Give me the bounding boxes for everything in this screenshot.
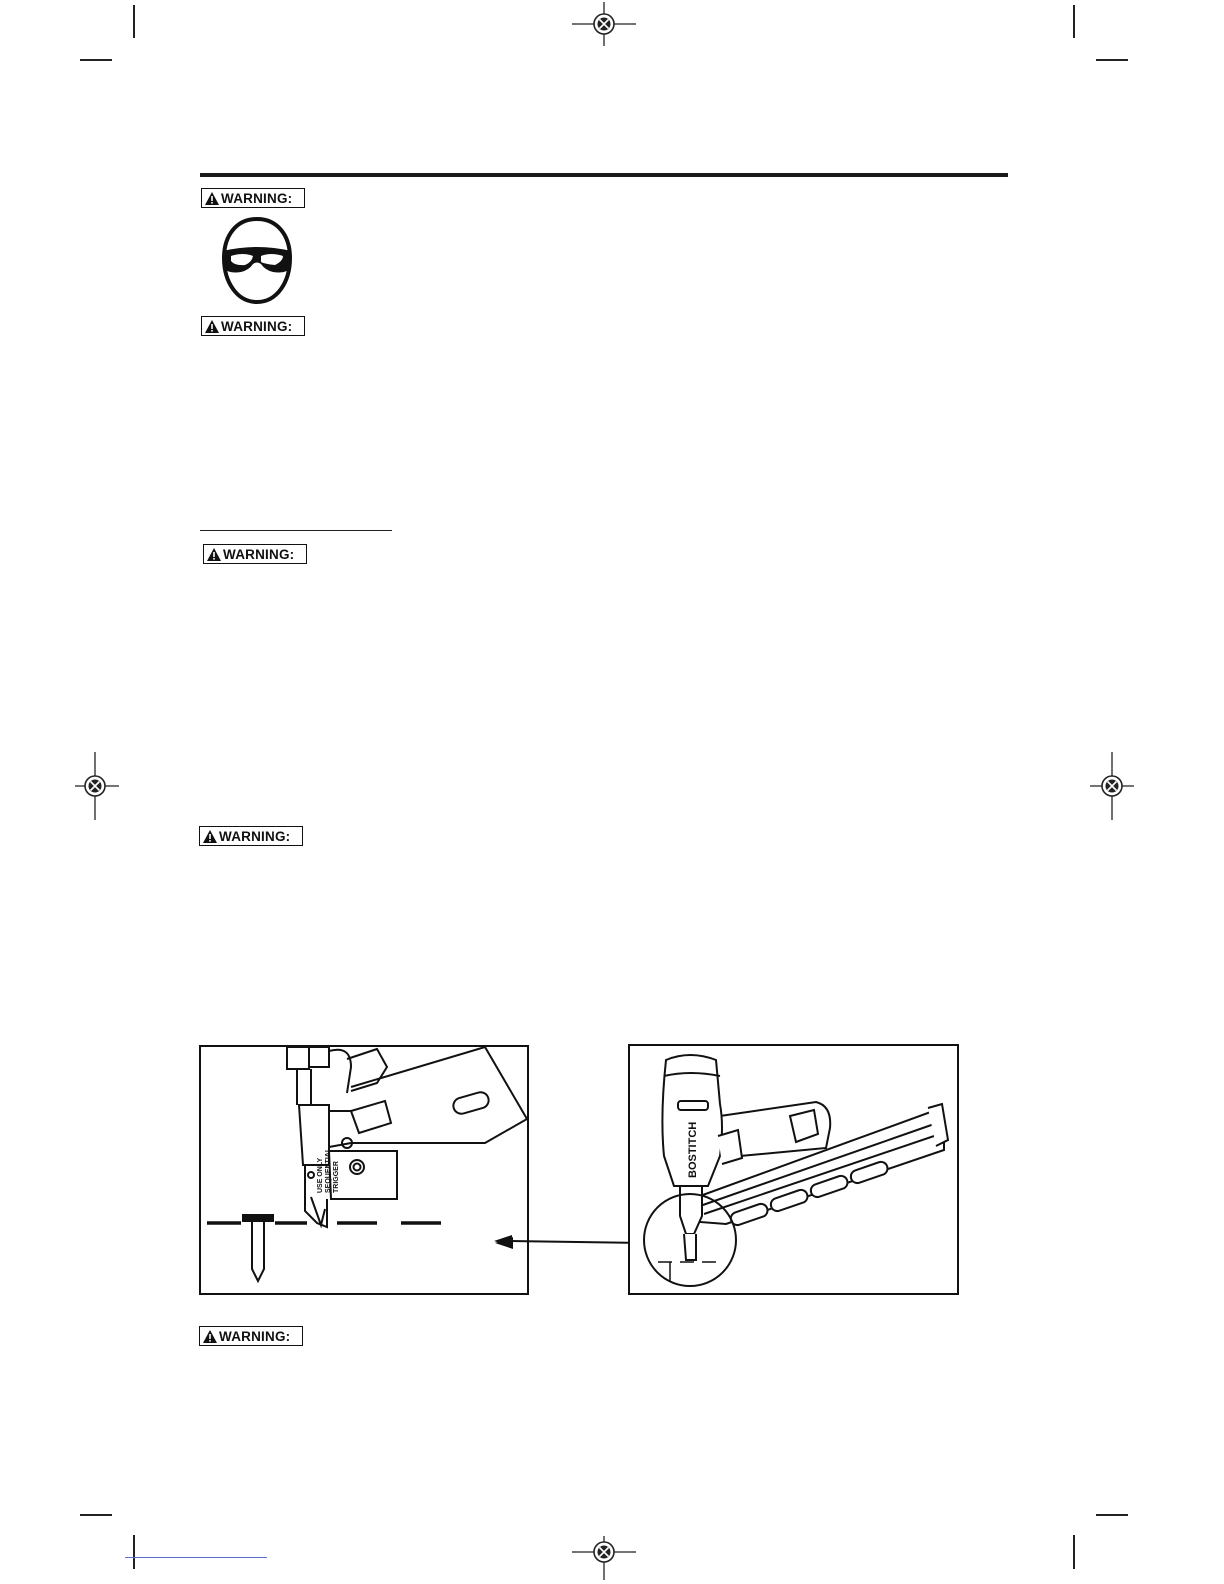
crop-mark-bottom-left-horizontal — [80, 1514, 112, 1516]
tool-brand-label: BOSTITCH — [687, 1121, 699, 1178]
figure-closeup-panel — [199, 1045, 529, 1295]
safety-goggles-face-icon — [219, 216, 295, 306]
registration-target-icon — [572, 2, 636, 46]
warning-label-text: WARNING: — [221, 318, 293, 334]
trigger-warning-label-line-3: TRIGGER — [333, 1161, 340, 1193]
warning-triangle-icon — [205, 320, 219, 333]
warning-label-text: WARNING: — [219, 828, 291, 844]
crop-mark-bottom-left-vertical — [133, 1535, 135, 1569]
warning-triangle-icon — [205, 192, 219, 205]
registration-target-icon — [572, 1536, 636, 1580]
crop-mark-bottom-right-vertical — [1073, 1535, 1075, 1569]
registration-target-icon — [75, 752, 119, 820]
figure-full-tool-panel — [628, 1044, 959, 1295]
warning-label-2 — [201, 316, 305, 336]
trigger-warning-label-line-2: SEQUENTIAL — [325, 1147, 332, 1193]
warning-triangle-icon — [203, 1330, 217, 1343]
warning-triangle-icon — [203, 830, 217, 843]
warning-label-text: WARNING: — [223, 546, 295, 562]
section-divider-rule — [200, 173, 1008, 177]
crop-mark-top-right-vertical — [1073, 5, 1075, 38]
subsection-underline — [200, 530, 392, 531]
framing-nailer-illustration — [630, 1046, 957, 1293]
callout-arrow — [490, 1232, 650, 1252]
nailer-nose-closeup-illustration — [201, 1047, 527, 1293]
registration-target-icon — [1090, 752, 1134, 820]
bottom-link-underline — [125, 1557, 267, 1558]
warning-triangle-icon — [207, 548, 221, 561]
warning-label-text: WARNING: — [221, 190, 293, 206]
crop-mark-bottom-right-horizontal — [1096, 1514, 1128, 1516]
warning-label-3 — [203, 544, 307, 564]
crop-mark-top-left-vertical — [133, 5, 135, 38]
warning-label-5 — [199, 1326, 303, 1346]
warning-label-4 — [199, 826, 303, 846]
warning-label-1 — [201, 188, 305, 208]
trigger-warning-label-line-1: USE ONLY — [317, 1157, 324, 1193]
warning-label-text: WARNING: — [219, 1328, 291, 1344]
crop-mark-top-left-horizontal — [80, 59, 112, 61]
crop-mark-top-right-horizontal — [1096, 59, 1128, 61]
